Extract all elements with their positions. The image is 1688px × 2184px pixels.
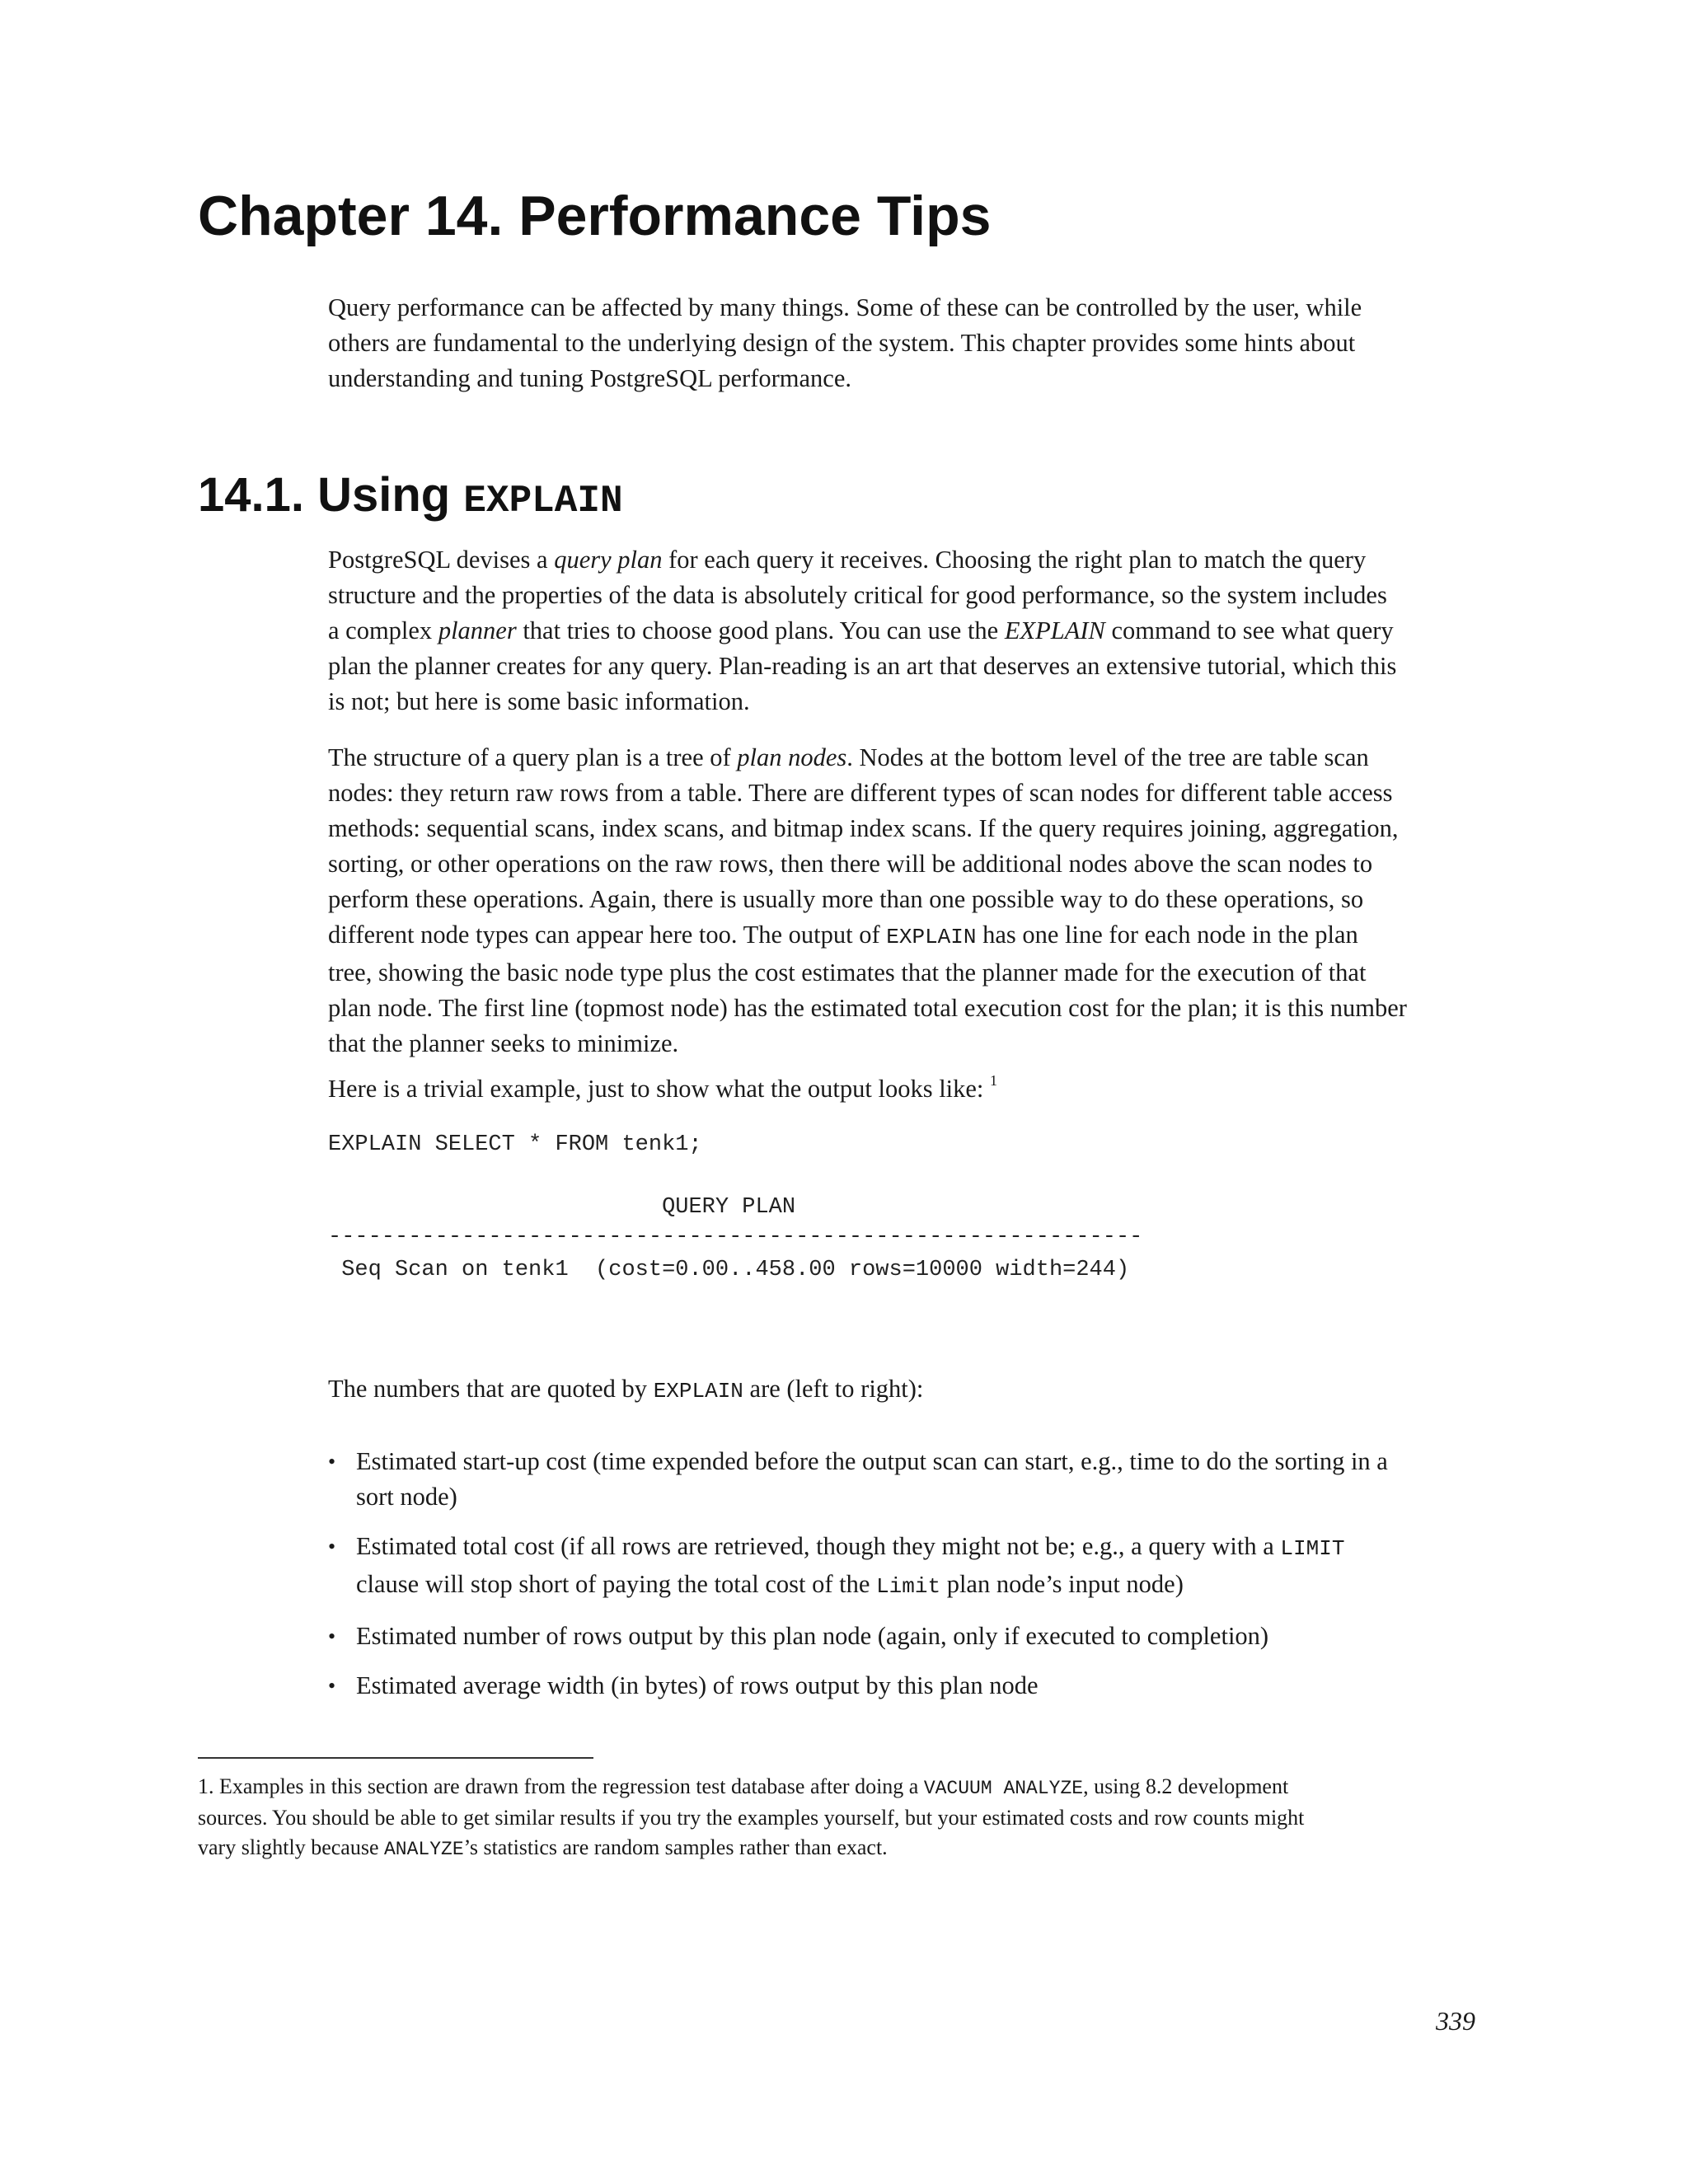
footnote-separator (198, 1757, 593, 1759)
code-query-plan-header: QUERY PLAN (328, 1195, 796, 1220)
emphasis-query-plan: query plan (554, 546, 663, 574)
paragraph-line: sorting, or other operations on the raw rows, then there will be additional nodes above the scan nodes to (328, 850, 1373, 878)
footnote (198, 1772, 1475, 1864)
footnote-line: sources. You should be able to get similar results if you try the examples yourself, but your estimated costs and row counts might (198, 1806, 1305, 1830)
intro-line: others are fundamental to the underlying design of the system. This chapter provides some hints about (328, 329, 1356, 357)
paragraph-line: nodes: they return raw rows from a table. There are different types of scan nodes for different table access (328, 779, 1393, 807)
emphasis-planner: planner (438, 616, 517, 644)
paragraph-plan-nodes (328, 740, 1475, 1062)
inline-code-explain: EXPLAIN (653, 1379, 743, 1404)
list-item: • Estimated average width (in bytes) of rows output by this plan node (328, 1668, 1475, 1704)
paragraph-line: different node types can appear here too. The output of EXPLAIN has one line for each node in the plan (328, 921, 1358, 949)
paragraph-line: The structure of a query plan is a tree of plan nodes. Nodes at the bottom level of the tree are table scan (328, 743, 1369, 771)
cost-bullet-list (328, 1444, 1475, 1704)
section-command: EXPLAIN (463, 480, 623, 523)
chapter-title: Chapter 14. Performance Tips (198, 185, 992, 247)
bullet-icon: • (328, 1535, 336, 1558)
intro-line: Query performance can be affected by many things. Some of these can be controlled by the user, while (328, 293, 1362, 321)
paragraph-query-plan (328, 542, 1475, 719)
bullet-icon: • (328, 1674, 336, 1698)
paragraph-line: structure and the properties of the data is absolutely critical for good performance, so the system includes (328, 581, 1387, 609)
inline-code-limit-node: Limit (876, 1574, 941, 1599)
footnote-reference[interactable]: 1 (990, 1072, 998, 1089)
code-plan-row: Seq Scan on tenk1 (cost=0.00..458.00 rows=10000 width=244) (328, 1258, 1130, 1282)
paragraph-line: that the planner seeks to minimize. (328, 1029, 679, 1057)
bullet-icon: • (328, 1450, 336, 1474)
section-number-text: 14.1. Using (198, 468, 451, 522)
emphasis-explain: EXPLAIN (1004, 616, 1105, 644)
paragraph-line: is not; but here is some basic information. (328, 687, 750, 715)
code-command: EXPLAIN SELECT * FROM tenk1; (328, 1132, 702, 1157)
paragraph-line: PostgreSQL devises a query plan for each query it receives. Choosing the right plan to match the query (328, 546, 1367, 574)
list-item: • Estimated number of rows output by this plan node (again, only if executed to completion) (328, 1619, 1475, 1654)
paragraph-line: plan node. The first line (topmost node) has the estimated total execution cost for the plan; it is this number (328, 994, 1407, 1022)
inline-code-limit: LIMIT (1280, 1536, 1345, 1561)
paragraph-line: tree, showing the basic node type plus the cost estimates that the planner made for the execution of that (328, 958, 1367, 987)
page-number: 339 (1436, 2006, 1475, 2036)
emphasis-plan-nodes: plan nodes (737, 743, 847, 771)
inline-code-vacuum-analyze: VACUUM ANALYZE (923, 1778, 1084, 1799)
list-item: • Estimated start-up cost (time expended before the output scan can start, e.g., time to do the sorting in a sort node) (328, 1444, 1475, 1515)
footnote-line: vary slightly because ANALYZE’s statistics are random samples rather than exact. (198, 1835, 888, 1860)
paragraph-line: methods: sequential scans, index scans, and bitmap index scans. If the query requires joining, aggregation, (328, 814, 1399, 842)
footnote-line: 1. Examples in this section are drawn from the regression test database after doing a VACUUM ANALYZE, using 8.2 development (198, 1774, 1289, 1799)
paragraph-line: perform these operations. Again, there is usually more than one possible way to do these operations, so (328, 885, 1364, 913)
intro-line: understanding and tuning PostgreSQL performance. (328, 364, 851, 392)
paragraph-line: plan the planner creates for any query. Plan-reading is an art that deserves an extensive tutorial, which this (328, 652, 1397, 680)
inline-code-explain: EXPLAIN (886, 925, 977, 949)
paragraph-numbers-quoted: The numbers that are quoted by EXPLAIN are (left to right): (328, 1375, 924, 1404)
paragraph-line: a complex planner that tries to choose good plans. You can use the EXPLAIN command to see what query (328, 616, 1394, 644)
intro-paragraph (328, 290, 1475, 396)
code-separator: ------------------------------------------------------------- (328, 1225, 1143, 1249)
section-heading (198, 466, 623, 530)
inline-code-analyze: ANALYZE (384, 1839, 464, 1860)
bullet-icon: • (328, 1624, 336, 1648)
list-item: • Estimated total cost (if all rows are retrieved, though they might not be; e.g., a query with a LIMIT clause will stop short of paying the total cost of the Limit plan node’s input node) (328, 1529, 1475, 1605)
paragraph-example-intro: Here is a trivial example, just to show what the output looks like: $^1$ (328, 1072, 998, 1103)
